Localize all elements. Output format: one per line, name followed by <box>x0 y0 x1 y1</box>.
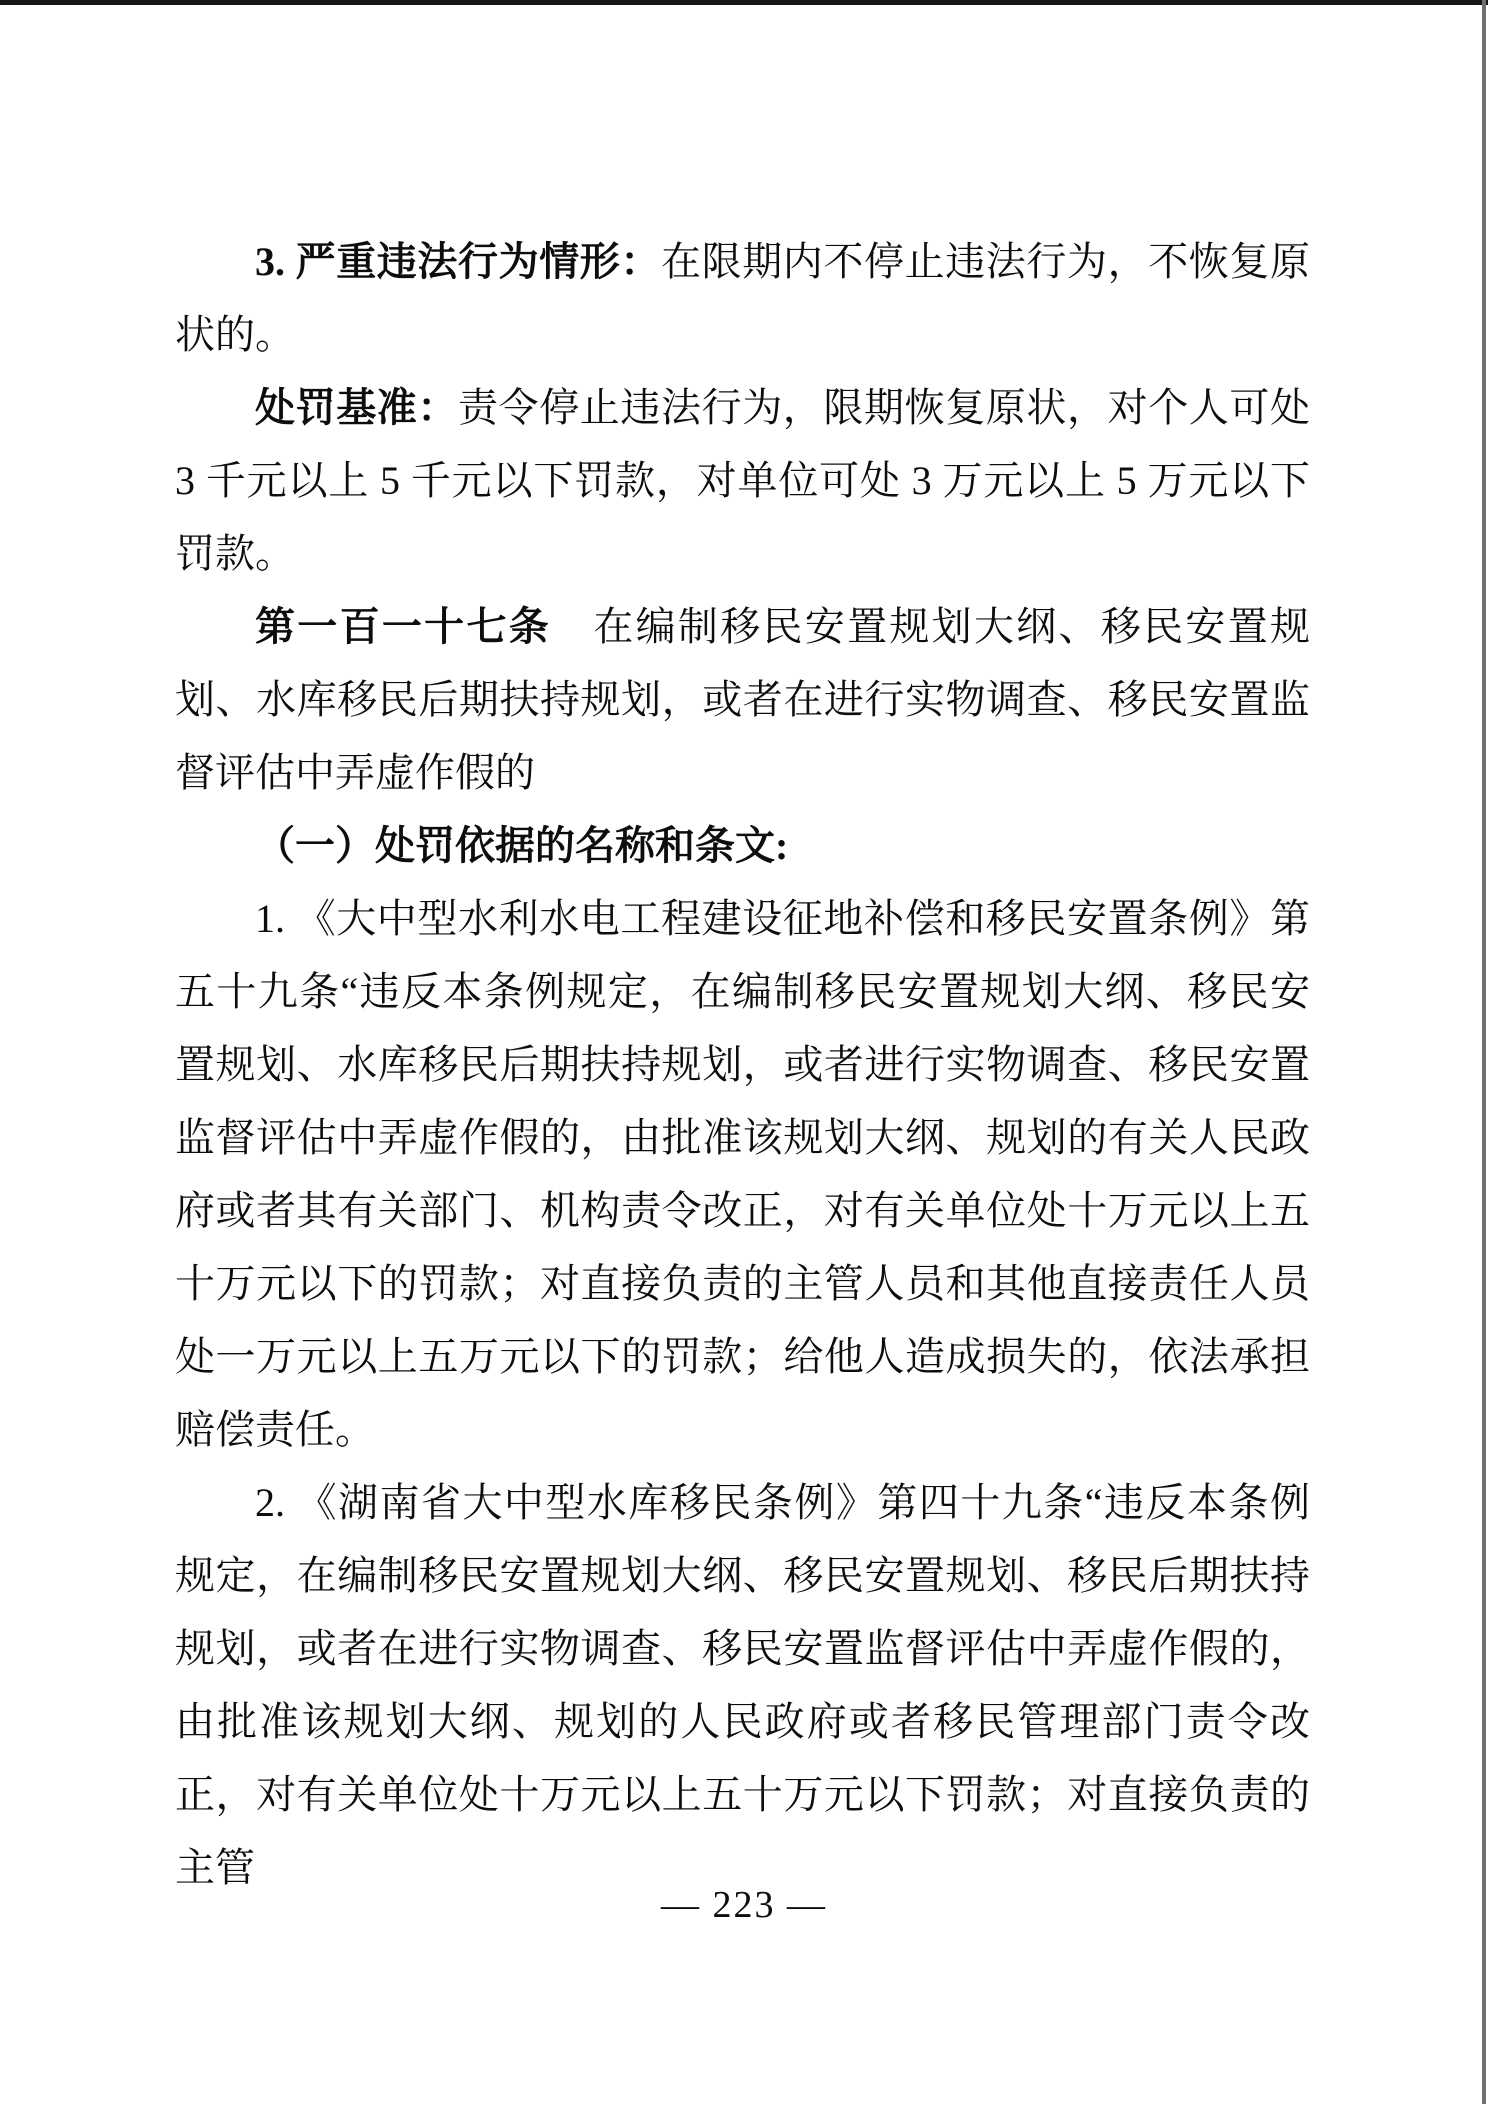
paragraph-violation-severity <box>175 225 1310 371</box>
penalty-standard-text: 责令停止违法行为，限期恢复原状，对个人可处 3 千元以上 5 千元以下罚款，对单位可处 3 万元以上 5 万元以下罚款。 <box>175 385 1310 576</box>
page-top-border <box>0 0 1488 5</box>
violation-severity-label: 3. 严重违法行为情形： <box>255 239 661 284</box>
penalty-standard-label: 处罚基准： <box>255 385 458 430</box>
article-117-label: 第一百一十七条 <box>255 604 552 649</box>
paragraph-article-117 <box>175 590 1310 809</box>
paragraph-regulation-1 <box>175 882 1310 1466</box>
heading-penalty-basis <box>175 809 1310 882</box>
penalty-basis-heading-text: （一）处罚依据的名称和条文: <box>255 823 789 868</box>
paragraph-regulation-2 <box>175 1466 1310 1904</box>
article-117-text: 在编制移民安置规划大纲、移民安置规划、水库移民后期扶持规划，或者在进行实物调查、移民安置监督评估中弄虚作假的 <box>175 604 1311 795</box>
document-body <box>175 225 1310 1904</box>
page-right-border <box>1482 0 1486 2104</box>
violation-severity-text: 在限期内不停止违法行为，不恢复原状的。 <box>175 239 1310 357</box>
regulation-2-text: 2. 《湖南省大中型水库移民条例》第四十九条“违反本条例规定，在编制移民安置规划大纲、移民安置规划、移民后期扶持规划，或者在进行实物调查、移民安置监督评估中弄虚作假的，由批准该规划大纲、规划的人民政府或者移民管理部门责令改正，对有关单位处十万元以上五十万元以下罚款；对直接负责的主管 <box>175 1480 1310 1890</box>
regulation-1-text: 1. 《大中型水利水电工程建设征地补偿和移民安置条例》第五十九条“违反本条例规定，在编制移民安置规划大纲、移民安置规划、水库移民后期扶持规划，或者进行实物调查、移民安置监督评估中弄虚作假的，由批准该规划大纲、规划的有关人民政府或者其有关部门、机构责令改正，对有关单位处十万元以上五十万元以下的罚款；对直接负责的主管人员和其他直接责任人员处一万元以上五万元以下的罚款；给他人造成损失的，依法承担赔偿责任。 <box>175 896 1310 1452</box>
page-number: — 223 — <box>661 1884 827 1926</box>
paragraph-penalty-standard <box>175 371 1310 590</box>
